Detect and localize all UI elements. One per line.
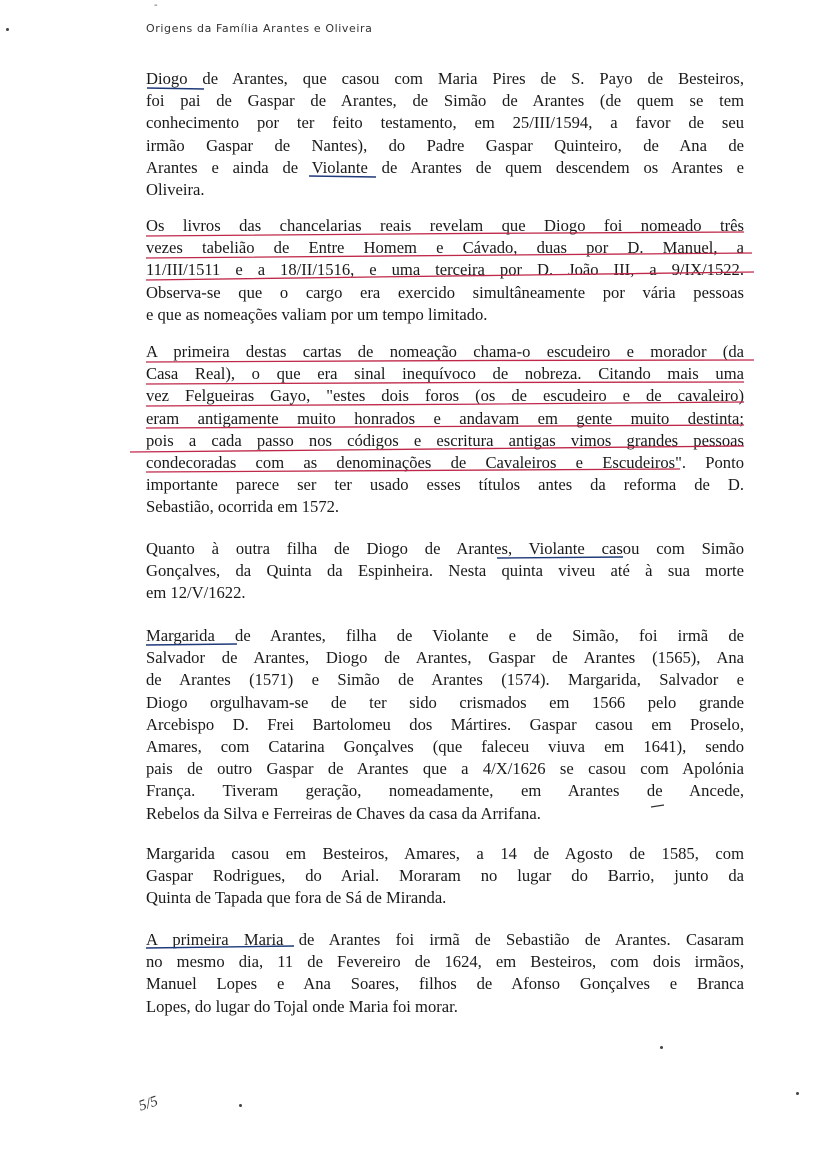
paragraph-6 <box>146 843 744 910</box>
text-line: Sebastião, ocorrida em 1572. <box>146 497 340 517</box>
text-line: Os livros das chancelarias reais revelam que Diogo foi nomeado três <box>146 216 744 235</box>
text-line: França. Tiveram geração, nomeadamente, em Arantes de Ancede, <box>146 781 744 801</box>
text-line: Oliveira. <box>146 180 205 200</box>
text-line: A primeira destas cartas de nomeação chama-o escudeiro e morador (da <box>146 342 744 361</box>
text-line: em 12/V/1622. <box>146 583 246 603</box>
text-line: conhecimento por ter feito testamento, em 25/III/1594, a favor de seu <box>146 113 744 133</box>
text-line: no mesmo dia, 11 de Fevereiro de 1624, em Besteiros, com dois irmãos, <box>146 952 744 972</box>
paragraph-7 <box>146 929 744 1018</box>
page-number-mark: 5/5 <box>136 1093 161 1115</box>
scan-speck <box>796 1092 799 1095</box>
text-line: pois a cada passo nos códigos e escritura antigas vimos grandes pessoas <box>146 430 744 450</box>
text-line: Rebelos da Silva e Ferreiras de Chaves da casa da Arrifana. <box>146 803 541 823</box>
text-line: Quanto à outra filha de Diogo de Arantes, Violante casou com Simão <box>146 539 744 558</box>
text-line: Diogo orgulhavam-se de ter sido crismados em 1566 pelo grande <box>146 692 744 712</box>
text-line: importante parece ser ter usado esses títulos antes da reforma de D. <box>146 475 744 495</box>
page-header: Origens da Família Arantes e Oliveira <box>146 22 373 35</box>
text-line: Gonçalves, da Quinta da Espinheira. Nesta quinta viveu até à sua morte <box>146 561 744 581</box>
text-line: 11/III/1511 e a 18/II/1516, e uma terceira por D. João III, a 9/IX/1522. <box>146 260 744 280</box>
text-line: Arantes e ainda de Violante de Arantes de quem descendem os Arantes e <box>146 157 744 177</box>
text-line: de Arantes (1571) e Simão de Arantes (1574). Margarida, Salvador e <box>146 670 744 690</box>
text-line: Casa Real), o que era sinal inequívoco de nobreza. Citando mais uma <box>146 364 744 384</box>
text-line: Diogo de Arantes, que casou com Maria Pires de S. Payo de Besteiros, <box>146 69 744 88</box>
text-line: vezes tabelião de Entre Homem e Cávado, duas por D. Manuel, a <box>146 238 744 258</box>
text-line: foi pai de Gaspar de Arantes, de Simão de Arantes (de quem se tem <box>146 91 744 111</box>
corner-mark: - <box>154 0 158 11</box>
paragraph-4 <box>146 538 744 605</box>
text-line: Salvador de Arantes, Diogo de Arantes, Gaspar de Arantes (1565), Ana <box>146 648 744 668</box>
text-line: Quinta de Tapada que fora de Sá de Miranda. <box>146 888 447 908</box>
text-line: Manuel Lopes e Ana Soares, filhos de Afonso Gonçalves e Branca <box>146 974 744 994</box>
text-line: condecoradas com as denominações de Cavaleiros e Escudeiros". Ponto <box>146 453 744 473</box>
text-line: eram antigamente muito honrados e andavam em gente muito destinta; <box>146 408 744 428</box>
paragraph-5 <box>146 625 744 825</box>
text-line: Gaspar Rodrigues, do Arial. Moraram no lugar do Barrio, junto da <box>146 866 744 886</box>
text-line: Observa-se que o cargo era exercido simultâneamente por vária pessoas <box>146 282 744 302</box>
scan-speck <box>660 1046 663 1049</box>
paragraph-1 <box>146 68 744 201</box>
text-line: Margarida de Arantes, filha de Violante e de Simão, foi irmã de <box>146 626 744 645</box>
paragraph-3 <box>146 341 744 519</box>
text-line: Amares, com Catarina Gonçalves (que faleceu viuva em 1641), sendo <box>146 737 744 757</box>
text-line: vez Felgueiras Gayo, "estes dois foros (os de escudeiro e de cavaleiro) <box>146 386 744 406</box>
scan-speck <box>6 28 9 31</box>
text-line: irmão Gaspar de Nantes), do Padre Gaspar Quinteiro, de Ana de <box>146 135 744 155</box>
scan-speck <box>239 1104 242 1107</box>
text-line: Margarida casou em Besteiros, Amares, a 14 de Agosto de 1585, com <box>146 844 744 863</box>
text-line: Lopes, do lugar do Tojal onde Maria foi morar. <box>146 996 458 1016</box>
text-line: pais de outro Gaspar de Arantes que a 4/X/1626 se casou com Apolónia <box>146 759 744 779</box>
paragraph-2 <box>146 215 744 326</box>
text-line: Arcebispo D. Frei Bartolomeu dos Mártires. Gaspar casou em Proselo, <box>146 714 744 734</box>
text-line: e que as nomeações valiam por um tempo limitado. <box>146 304 488 324</box>
text-line: A primeira Maria de Arantes foi irmã de Sebastião de Arantes. Casaram <box>146 930 744 949</box>
